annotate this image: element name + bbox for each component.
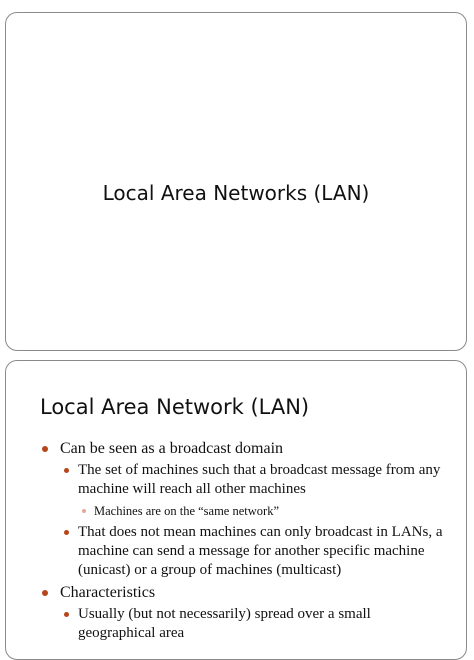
bullet-list xyxy=(36,439,452,646)
bullet-set-of-machines: The set of machines such that a broadcast message from any machine will reach all other machines xyxy=(36,461,452,499)
bullet-geographical-area: Usually (but not necessarily) spread over a small geographical area xyxy=(36,605,452,643)
slide-content xyxy=(5,360,467,660)
slide-2-title: Local Area Network (LAN) xyxy=(40,395,310,419)
bullet-broadcast-domain: Can be seen as a broadcast domain xyxy=(36,439,452,458)
bullet-unicast-multicast: That does not mean machines can only broadcast in LANs, a machine can send a message for another specific machine (unicast) or a group of machines (multicast) xyxy=(36,523,452,580)
slide-1-title: Local Area Networks (LAN) xyxy=(102,181,370,205)
bullet-characteristics: Characteristics xyxy=(36,583,452,602)
slide-title xyxy=(5,12,467,351)
bullet-same-network: Machines are on the “same network” xyxy=(36,502,452,521)
